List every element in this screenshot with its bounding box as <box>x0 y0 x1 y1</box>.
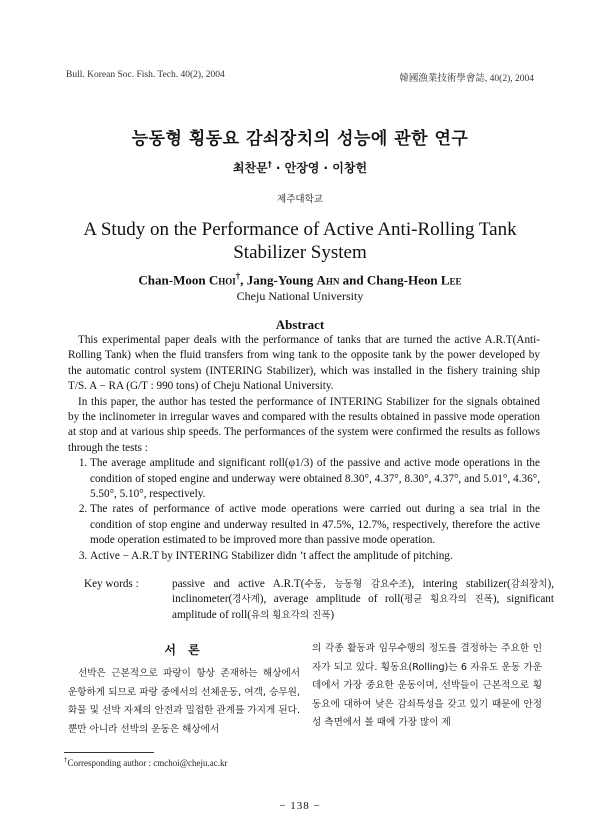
corresponding-author-footnote <box>64 756 228 768</box>
keywords-block <box>84 577 554 623</box>
author-1-first: Chan-Moon <box>138 272 209 288</box>
kw-text-5: ), significant amplitude of roll( <box>172 593 554 621</box>
kw-korean-1: 수동, 능동형 감요수조 <box>304 579 408 590</box>
list-item: 1. The average amplitude and significant roll(φ1/3) of the passive and active mode operations in the condition of stoped engine and underway were obtained 8.30°, 4.37°, 8.30°, 4.37°, and 5.01°, 4.36°, 5.50°, 5.10°, respectively. <box>90 456 540 502</box>
journal-header-right: 韓國漁業技術學會誌, 40(2), 2004 <box>399 74 534 84</box>
author-3-first: and Chang-Heon <box>339 272 441 288</box>
author-2-last: Ahn <box>316 272 340 288</box>
kw-korean-5: 유의 횡요각의 진폭 <box>250 609 331 621</box>
kw-korean-2: 감쇠장치 <box>510 579 548 590</box>
footnote-divider <box>64 752 154 753</box>
korean-title: 능동형 횡동요 감쇠장치의 성능에 관한 연구 <box>131 129 469 149</box>
footnote-text: Corresponding author : cmchoi@cheju.ac.kr <box>67 758 228 768</box>
kw-text-3: ), inclinometer( <box>172 578 554 606</box>
page-number: − 138 − <box>279 800 321 812</box>
abstract-heading: Abstract <box>275 317 325 332</box>
english-title-line-1: A Study on the Performance of Active Anti-Rolling Tank <box>83 219 517 240</box>
english-title-line-2: Stabilizer System <box>233 242 367 263</box>
english-authors <box>0 271 600 288</box>
list-item: 3. Active − A.R.T by INTERING Stabilizer didn ’t affect the amplitude of pitching. <box>90 549 540 564</box>
kw-korean-3: 경사계 <box>232 594 260 606</box>
keywords-label: Key words : <box>84 578 139 590</box>
korean-author-1: 최찬문 <box>232 161 268 175</box>
kw-text-4: ), average amplitude of roll( <box>259 593 405 606</box>
abstract-results-list <box>68 456 540 564</box>
abstract-body <box>68 333 540 564</box>
list-item: 2. The rates of performance of active mode operations were carried out during a sea trial in the condition of stop engine and underway resulted in 47.5%, 12.7%, respectively, therefore the active mode operation estimated to be improved more than passive mode operation. <box>90 502 540 548</box>
korean-authors <box>0 159 600 176</box>
english-title <box>40 218 560 264</box>
dagger-mark: † <box>267 160 272 169</box>
abstract-paragraph-1: This experimental paper deals with the performance of tanks that are turned the active A.R.T(Anti-Rolling Tank) when the fluid transfers from wing tank to the opposite tank by the power developed by the automatic control system (INTERING Stabilizer), which was installed in the fishery training ship T/S. A − RA (G/T : 990 tons) of Cheju National University. <box>68 334 540 393</box>
introduction-right-column: 의 각종 활동과 임무수행의 정도를 결정하는 주요한 인자가 되고 있다. 횡동요(Rolling)는 6 자유도 운동 가운데에서 가장 중요한 운동이며, 선박들이 근본적으로 횡동요에 대하여 낮은 감쇠특성을 갖고 있기 때문에 안정성 측면에서 볼 때에 가장 많이 제 <box>312 643 542 728</box>
introduction-heading: 서 론 <box>164 643 204 657</box>
kw-text-1: passive and active A.R.T( <box>172 578 305 590</box>
author-dagger: † <box>235 271 241 281</box>
kw-text-6: ) <box>330 608 335 621</box>
abstract-paragraph-2: In this paper, the author has tested the performance of INTERING Stabilizer for the signals obtained by the inclinometer in irregular waves and compared with the results obtained in passive mode operation at stop and at various ship speeds. The performances of the system were confirmed the results as follows through the tests : <box>68 395 540 454</box>
korean-authors-rest: · 안장영 · 이창헌 <box>271 161 368 175</box>
introduction-left-column: 선박은 근본적으로 파랑이 항상 존재하는 해상에서 운항하게 되므로 파랑 중에서의 선체운동, 여객, 승무원, 화물 및 선박 자체의 안전과 밀접한 관계를 가지게 된다. 뿐만 아니라 선박의 운동은 해상에서 <box>68 668 300 735</box>
journal-header-left: Bull. Korean Soc. Fish. Tech. 40(2), 2004 <box>66 70 225 80</box>
korean-affiliation: 제주대학교 <box>277 194 323 205</box>
kw-text-2: ), intering stabilizer( <box>407 578 511 590</box>
author-1-last: Choi <box>208 272 236 288</box>
kw-korean-4: 평균 횡요각의 진폭 <box>404 594 493 606</box>
footnote-marker: † <box>64 756 68 764</box>
english-affiliation: Cheju National University <box>236 289 364 303</box>
keywords-text <box>172 577 554 623</box>
author-2-first: , Jang-Young <box>240 272 317 288</box>
author-3-last: Lee <box>440 272 462 288</box>
